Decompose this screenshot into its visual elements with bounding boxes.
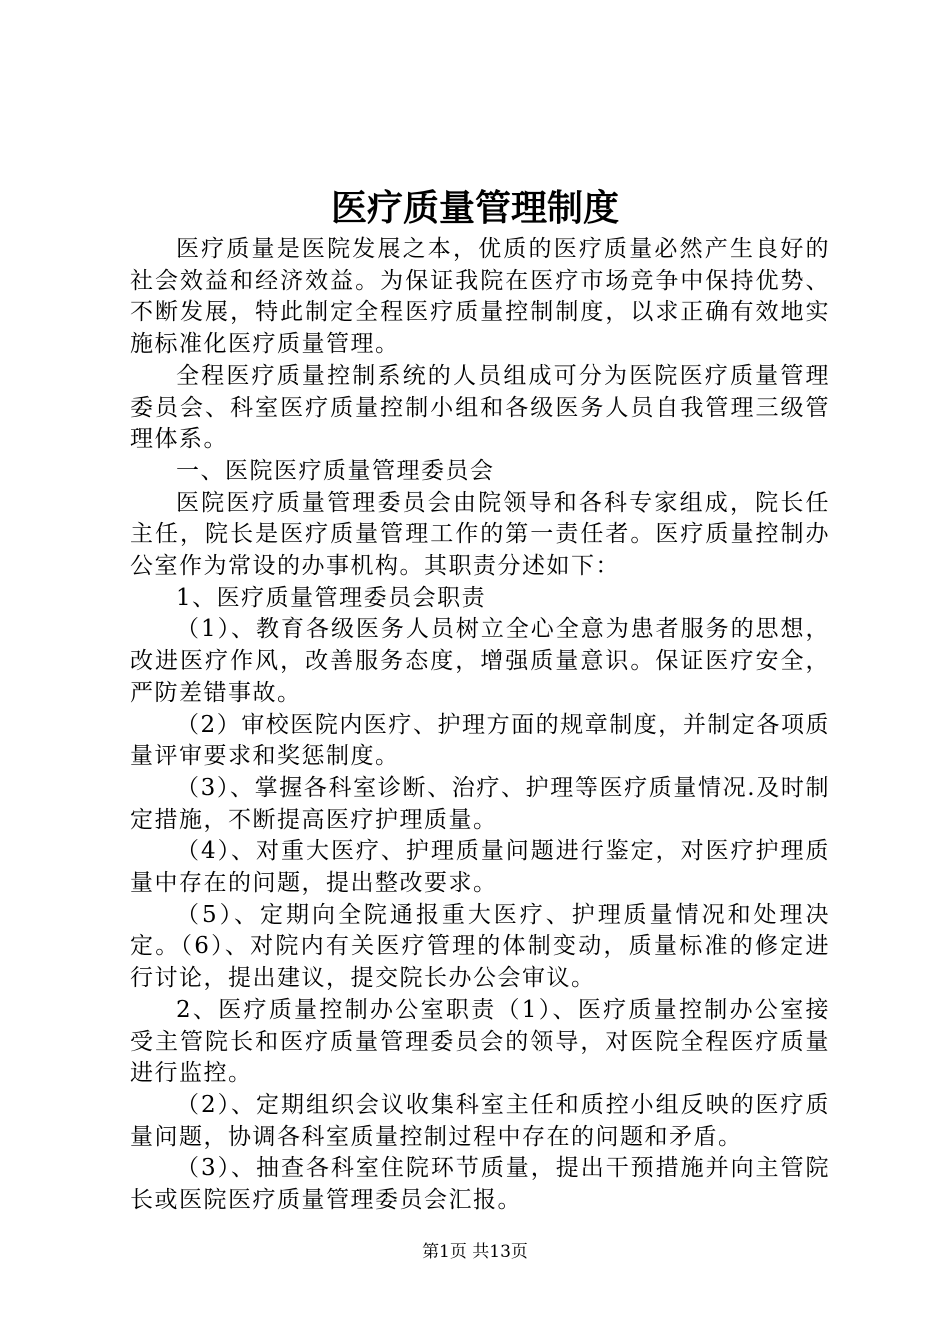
paragraph-office-duty-3: （3）、抽查各科室住院环节质量，提出干预措施并向主管院长或医院医疗质量管理委员会汇报。 <box>130 1155 830 1214</box>
paragraph-duty-3: （3）、掌握各科室诊断、治疗、护理等医疗质量情况.及时制定措施，不断提高医疗护理质量。 <box>130 774 830 833</box>
paragraph-system-composition: 全程医疗质量控制系统的人员组成可分为医院医疗质量管理委员会、科室医疗质量控制小组和各级医务人员自我管理三级管理体系。 <box>130 362 830 453</box>
section-heading-committee: 一、医院医疗质量管理委员会 <box>176 457 495 484</box>
subheading-committee-duties: 1、医疗质量管理委员会职责 <box>176 584 487 611</box>
paragraph-duty-1: （1）、教育各级医务人员树立全心全意为患者服务的思想，改进医疗作风，改善服务态度，增强质量意识。保证医疗安全，严防差错事故。 <box>130 616 830 706</box>
paragraph-intro: 医疗质量是医院发展之本，优质的医疗质量必然产生良好的社会效益和经济效益。为保证我院在医疗市场竞争中保持优势、不断发展，特此制定全程医疗质量控制制度，以求正确有效地实施标准化医疗质量管理。 <box>130 236 830 358</box>
paragraph-duty-5-6: （5）、定期向全院通报重大医疗、护理质量情况和处理决定。（6）、对院内有关医疗管理的体制变动，质量标准的修定进行讨论，提出建议，提交院长办公会审议。 <box>130 901 830 992</box>
paragraph-duty-2: （2）审校医院内医疗、护理方面的规章制度，并制定各项质量评审要求和奖惩制度。 <box>130 711 830 770</box>
document-body <box>130 234 830 1217</box>
paragraph-duty-4: （4）、对重大医疗、护理质量问题进行鉴定，对医疗护理质量中存在的问题，提出整改要求。 <box>130 838 830 897</box>
paragraph-office-duties: 2、医疗质量控制办公室职责（1）、医疗质量控制办公室接受主管院长和医疗质量管理委员会的领导，对医院全程医疗质量进行监控。 <box>130 996 830 1087</box>
paragraph-office-duty-2: （2）、定期组织会议收集科室主任和质控小组反映的医疗质量问题，协调各科室质量控制过程中存在的问题和矛盾。 <box>130 1091 830 1150</box>
page-number: 第1页 共13页 <box>422 1242 528 1262</box>
document-title: 医疗质量管理制度 <box>330 187 619 229</box>
paragraph-committee-composition: 医院医疗质量管理委员会由院领导和各科专家组成，院长任主任，院长是医疗质量管理工作的第一责任者。医疗质量控制办公室作为常设的办事机构。其职责分述如下： <box>130 489 830 580</box>
page-footer <box>0 1240 950 1264</box>
